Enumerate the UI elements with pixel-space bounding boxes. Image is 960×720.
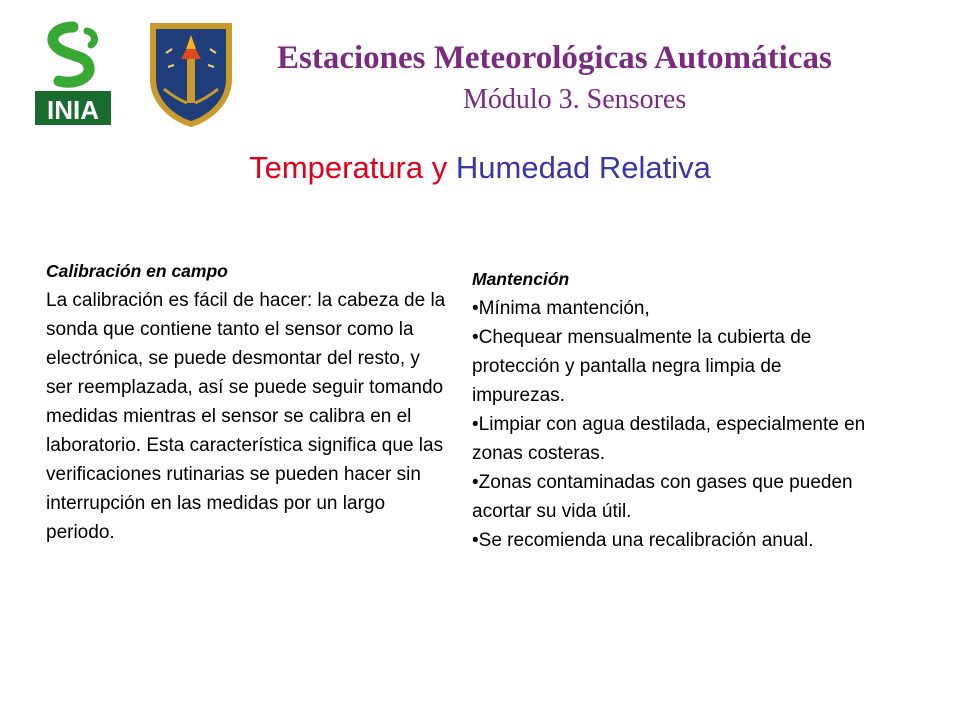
- heading-conjunction: y: [431, 150, 448, 185]
- calibration-body: La calibración es fácil de hacer: la cabeza de la sonda que contiene tanto el sensor como la electrónica, se puede desmontar del resto, y ser reemplazada, así se puede seguir tomando medidas mientras el sensor se calibra en el laboratorio. Esta característica significa que las verificaciones rutinarias se pueden hacer sin interrupción en las medidas por un largo periodo.: [46, 290, 446, 543]
- maintenance-item: •Chequear mensualmente la cubierta de protección y pantalla negra limpia de impurezas.: [472, 327, 812, 406]
- heading-temperature: Temperatura: [249, 150, 424, 185]
- maintenance-item: •Se recomienda una recalibración anual.: [472, 530, 814, 551]
- maintenance-item: •Mínima mantención,: [472, 298, 650, 319]
- section-heading: [0, 150, 960, 186]
- maintenance-item: •Limpiar con agua destilada, especialmente en zonas costeras.: [472, 414, 866, 464]
- maintenance-heading: Mantención: [472, 269, 570, 289]
- inia-logo: [33, 19, 113, 127]
- page-subtitle: Módulo 3. Sensores: [463, 84, 687, 115]
- calibration-heading: Calibración en campo: [46, 261, 228, 281]
- heading-humidity: Humedad Relativa: [455, 150, 711, 185]
- page-title: Estaciones Meteorológicas Automáticas: [277, 40, 832, 76]
- calibration-section: [46, 257, 446, 547]
- inia-logo-text: INIA: [47, 95, 99, 125]
- university-shield-logo: [146, 19, 236, 129]
- maintenance-section: [472, 265, 872, 555]
- maintenance-item: •Zonas contaminadas con gases que pueden acortar su vida útil.: [472, 472, 853, 522]
